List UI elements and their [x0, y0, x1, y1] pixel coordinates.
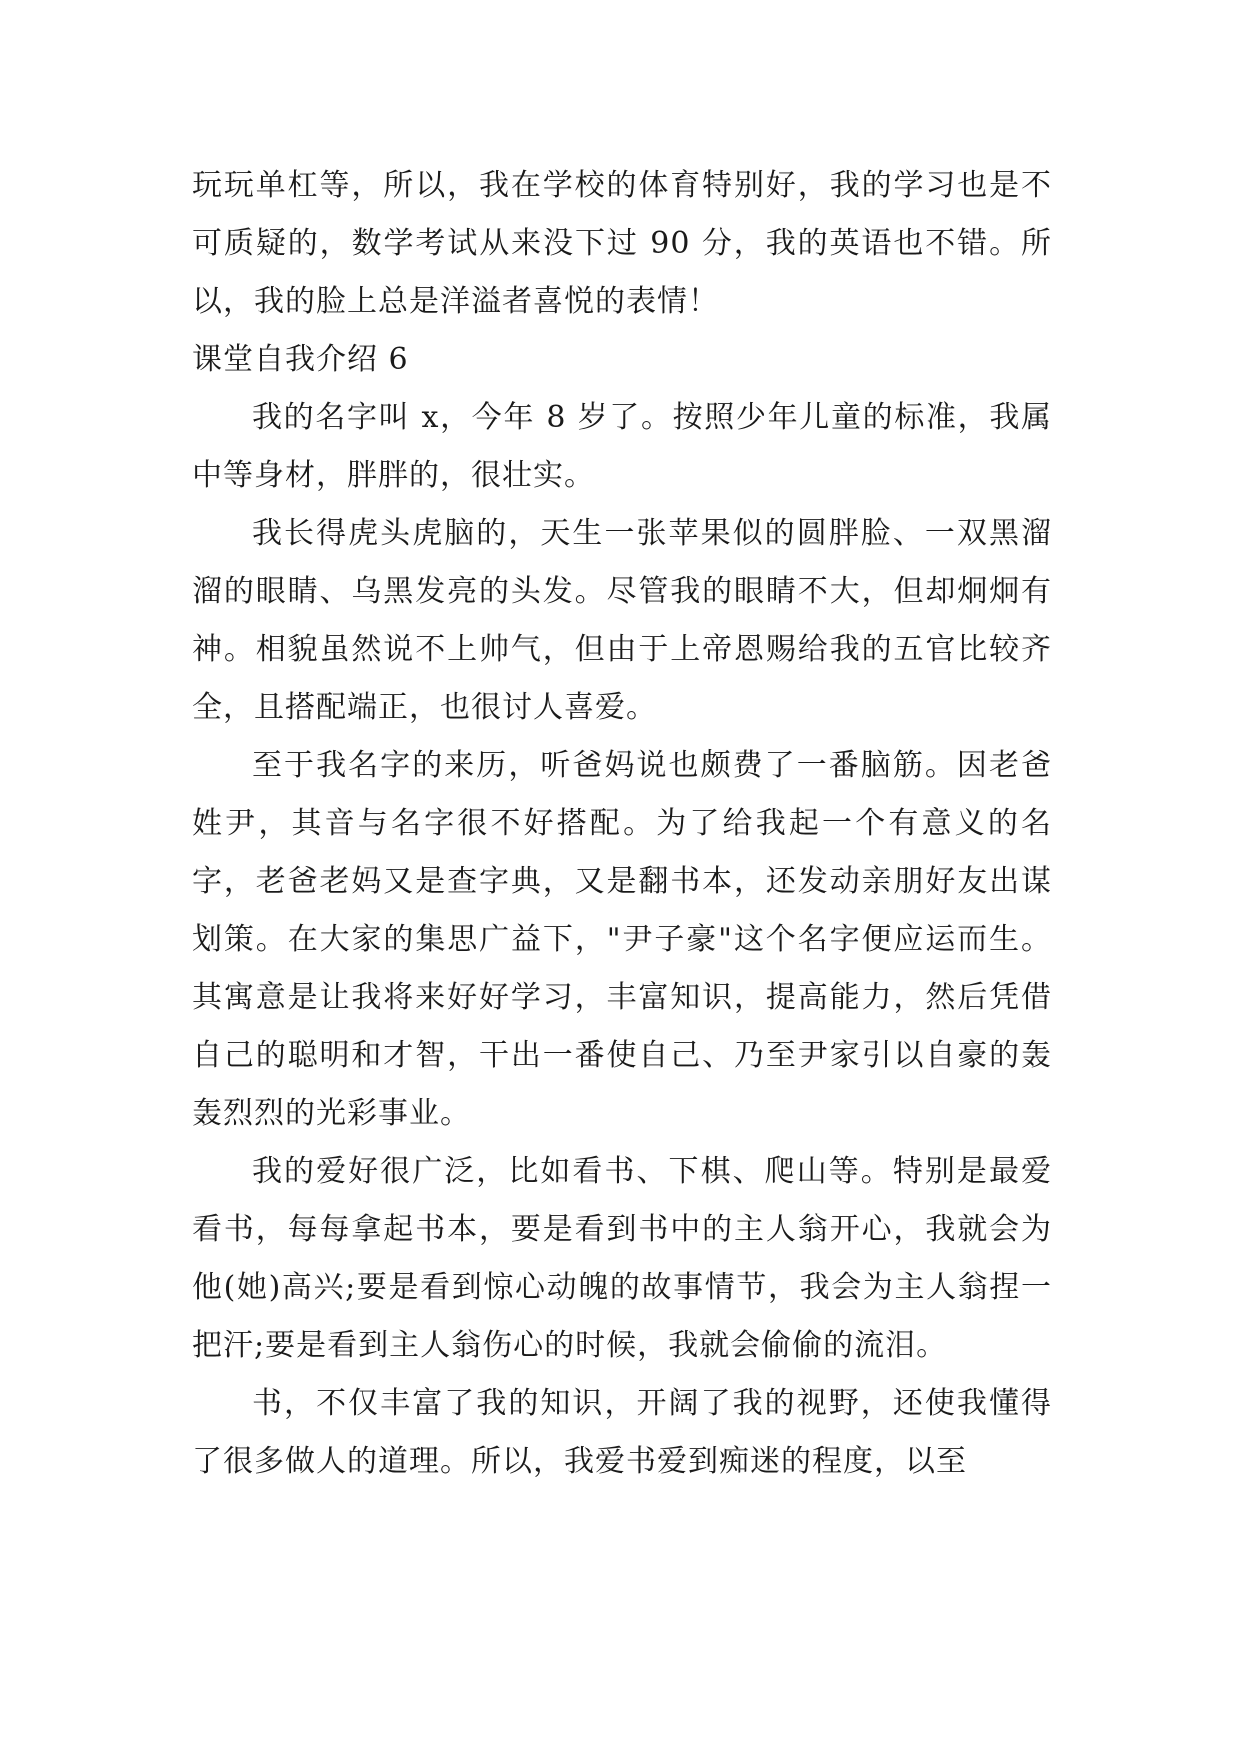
section-title: 课堂自我介绍 6 [192, 342, 409, 377]
paragraph-4: 我的爱好很广泛，比如看书、下棋、爬山等。特别是最爱看书，每每拿起书本，要是看到书中的主人翁开心，我就会为他(她)高兴;要是看到惊心动魄的故事情节，我会为主人翁捏一把汗;要是看到主人翁伤心的时候，我就会偷偷的流泪。 [192, 1154, 1052, 1363]
paragraph-3: 至于我名字的来历，听爸妈说也颇费了一番脑筋。因老爸姓尹，其音与名字很不好搭配。为了给我起一个有意义的名字，老爸老妈又是查字典，又是翻书本，还发动亲朋好友出谋划策。在大家的集思广益下，"尹子豪"这个名字便应运而生。其寓意是让我将来好好学习，丰富知识，提高能力，然后凭借自己的聪明和才智，干出一番使自己、乃至尹家引以自豪的轰轰烈烈的光彩事业。 [192, 748, 1052, 1131]
paragraph-5: 书，不仅丰富了我的知识，开阔了我的视野，还使我懂得了很多做人的道理。所以，我爱书爱到痴迷的程度，以至 [192, 1386, 1052, 1479]
lead-paragraph: 玩玩单杠等，所以，我在学校的体育特别好，我的学习也是不可质疑的，数学考试从来没下过 90 分，我的英语也不错。所以，我的脸上总是洋溢者喜悦的表情！ [192, 168, 1052, 319]
paragraph-1: 我的名字叫 x，今年 8 岁了。按照少年儿童的标准，我属中等身材，胖胖的，很壮实。 [192, 400, 1052, 493]
document-body [192, 157, 1052, 1491]
paragraph-2: 我长得虎头虎脑的，天生一张苹果似的圆胖脸、一双黑溜溜的眼睛、乌黑发亮的头发。尽管我的眼睛不大，但却炯炯有神。相貌虽然说不上帅气，但由于上帝恩赐给我的五官比较齐全，且搭配端正，也很讨人喜爱。 [192, 516, 1052, 725]
